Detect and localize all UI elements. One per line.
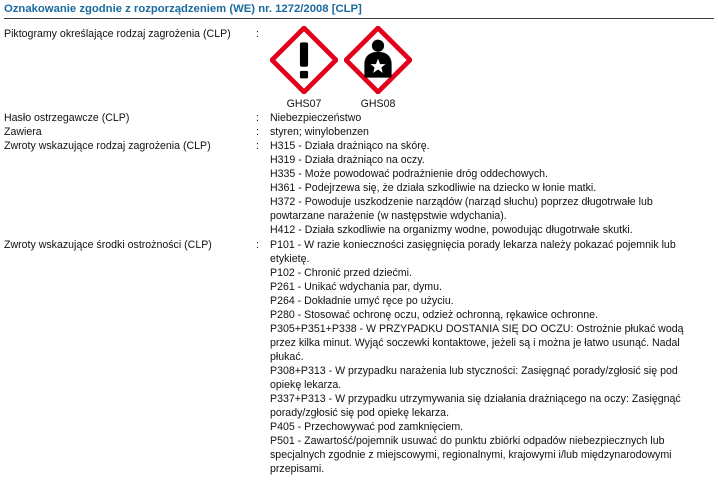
- hazard-statements-colon: :: [256, 140, 259, 152]
- hazard-statement: H335 - Może powodować podrażnienie dróg oddechowych.: [270, 168, 548, 180]
- pictogram-code: GHS08: [360, 98, 396, 110]
- pictogram-code: GHS07: [286, 98, 322, 110]
- pictograms-row: [270, 26, 430, 112]
- pictogram-ghs08: [344, 26, 414, 112]
- contains-value: styren; winylobenzen: [270, 126, 369, 138]
- hazard-statement: powtarzane narażenie (w następstwie wdychania).: [270, 210, 507, 222]
- contains-label: Zawiera: [4, 126, 42, 138]
- hazard-statements-list: [270, 139, 714, 237]
- hazard-statements-label: Zwroty wskazujące rodzaj zagrożenia (CLP): [4, 140, 211, 152]
- precautionary-statement: specjalnych zgodnie z miejscowymi, regionalnymi, krajowymi i/lub międzynarodowymi: [270, 449, 672, 461]
- precautionary-statement: P261 - Unikać wdychania par, dymu.: [270, 281, 442, 293]
- precautionary-statements-list: [270, 238, 714, 476]
- precautionary-statement: opiekę lekarza.: [270, 379, 342, 391]
- precautionary-statement: przez kilka minut. Wyjąć soczewki kontaktowe, jeżeli są i można je łatwo usunąć. Nadal: [270, 337, 680, 349]
- precautionary-statement: P264 - Dokładnie umyć ręce po użyciu.: [270, 295, 454, 307]
- health-hazard-icon: [344, 26, 412, 94]
- hazard-statement: H319 - Działa drażniąco na oczy.: [270, 154, 425, 166]
- precautionary-statement: P102 - Chronić przed dziećmi.: [270, 267, 412, 279]
- hazard-statement: H412 - Działa szkodliwie na organizmy wodne, powodując długotrwałe skutki.: [270, 224, 633, 236]
- precautionary-statement: P280 - Stosować ochronę oczu, odzież ochronną, rękawice ochronne.: [270, 309, 599, 321]
- exclamation-mark-icon: [270, 26, 338, 94]
- pictograms-label: Piktogramy określające rodzaj zagrożenia (CLP): [4, 28, 231, 40]
- contains-colon: :: [256, 126, 259, 138]
- precautionary-statements-colon: :: [256, 239, 259, 251]
- signal-word-colon: :: [256, 112, 259, 124]
- precautionary-statements-label: Zwroty wskazujące środki ostrożności (CLP): [4, 239, 212, 251]
- precautionary-statement: etykietę.: [270, 253, 310, 265]
- precautionary-statement: P101 - W razie konieczności zasięgnięcia porady lekarza należy pokazać pojemnik lub: [270, 239, 676, 251]
- pictograms-colon: :: [256, 28, 259, 40]
- hazard-statement: H372 - Powoduje uszkodzenie narządów (narząd słuchu) poprzez długotrwałe lub: [270, 196, 653, 208]
- precautionary-statement: P305+P351+P338 - W PRZYPADKU DOSTANIA SIĘ DO OCZU: Ostrożnie płukać wodą: [270, 323, 684, 335]
- precautionary-statement: P501 - Zawartość/pojemnik usuwać do punktu zbiórki odpadów niebezpiecznych lub: [270, 435, 665, 447]
- precautionary-statement: P308+P313 - W przypadku narażenia lub styczności: Zasięgnąć porady/zgłosić się pod: [270, 365, 678, 377]
- precautionary-statement: płukać.: [270, 351, 304, 363]
- precautionary-statement: P405 - Przechowywać pod zamknięciem.: [270, 421, 464, 433]
- signal-word-value: Niebezpieczeństwo: [270, 112, 362, 124]
- hazard-statement: H315 - Działa drażniąco na skórę.: [270, 140, 430, 152]
- section-title: Oznakowanie zgodnie z rozporządzeniem (WE) nr. 1272/2008 [CLP]: [4, 2, 714, 19]
- pictogram-ghs07: [270, 26, 340, 112]
- precautionary-statement: przepisami.: [270, 463, 325, 475]
- hazard-statement: H361 - Podejrzewa się, że działa szkodliwie na dziecko w łonie matki.: [270, 182, 597, 194]
- precautionary-statement: porady/zgłosić się pod opiekę lekarza.: [270, 407, 450, 419]
- signal-word-label: Hasło ostrzegawcze (CLP): [4, 112, 130, 124]
- precautionary-statement: P337+P313 - W przypadku utrzymywania się działania drażniącego na oczy: Zasięgnąć: [270, 393, 681, 405]
